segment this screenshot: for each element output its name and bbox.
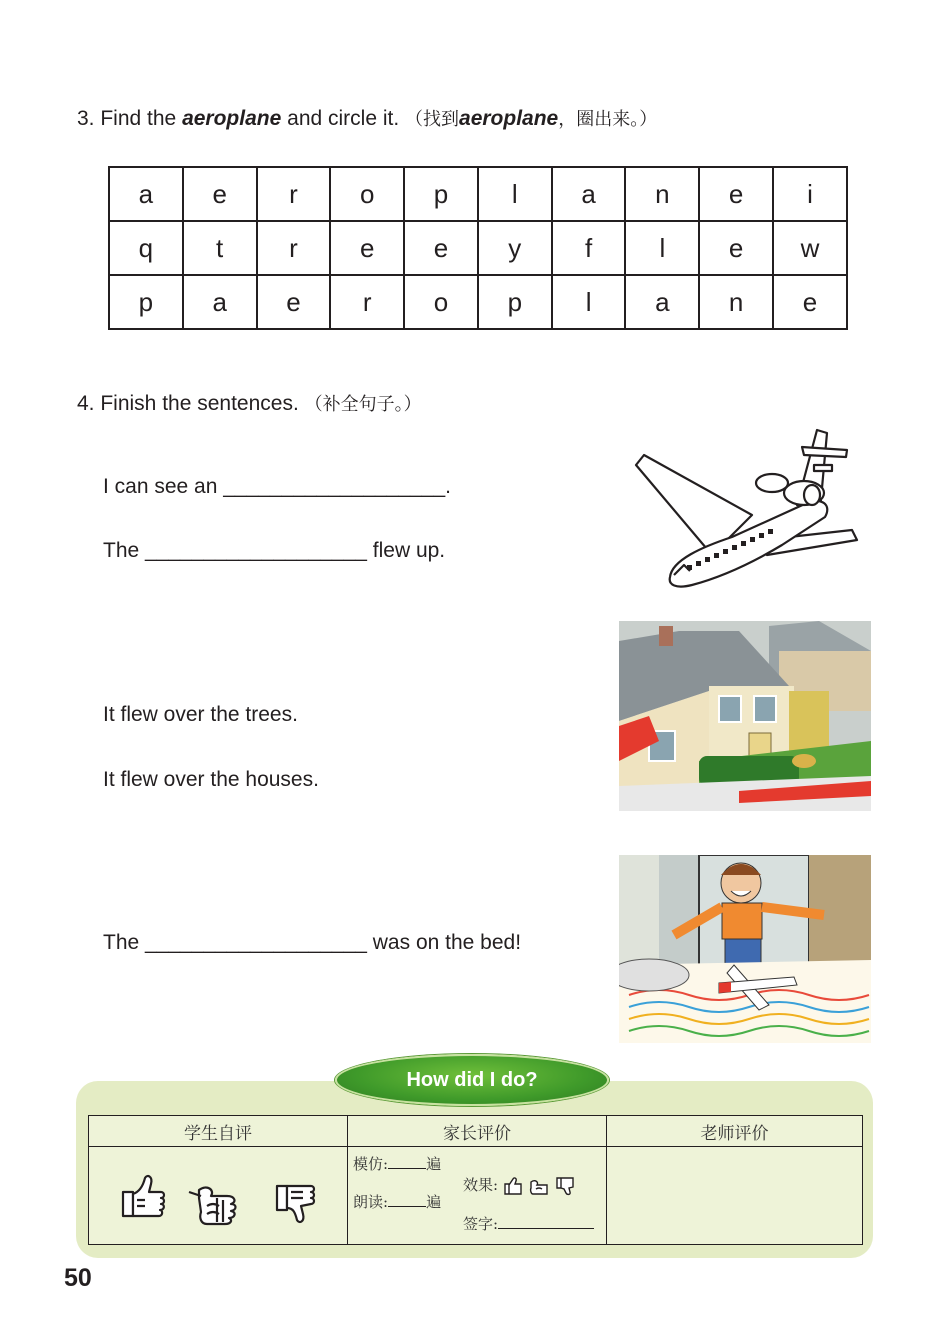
grid-cell[interactable]: p <box>404 167 478 221</box>
grid-cell[interactable]: w <box>773 221 847 275</box>
student-eval-cell <box>89 1147 348 1245</box>
small-thumbs-up-icon[interactable] <box>505 1178 521 1194</box>
grid-cell[interactable]: e <box>773 275 847 329</box>
grid-cell[interactable]: f <box>552 221 626 275</box>
grid-cell[interactable]: o <box>330 167 404 221</box>
grid-cell[interactable]: l <box>552 275 626 329</box>
question-3-title: 3. Find the aeroplane and circle it. （找到aeroplane，圈出来。） <box>77 107 658 130</box>
signature-blank[interactable] <box>498 1228 594 1229</box>
grid-cell[interactable]: n <box>625 167 699 221</box>
grid-cell[interactable]: n <box>699 275 773 329</box>
grid-cell[interactable]: p <box>109 275 183 329</box>
grid-cell[interactable]: e <box>330 221 404 275</box>
parent-eval-cell <box>348 1147 607 1245</box>
question-4-title: 4. Finish the sentences. （补全句子。） <box>77 392 422 415</box>
grid-cell[interactable]: a <box>552 167 626 221</box>
imitate-row: 模仿: 遍 <box>353 1155 442 1173</box>
grid-cell[interactable]: e <box>699 167 773 221</box>
imitate-count-blank[interactable] <box>388 1168 426 1169</box>
grid-cell[interactable]: r <box>257 167 331 221</box>
ok-hand-icon[interactable] <box>189 1187 236 1223</box>
small-ok-hand-icon[interactable] <box>530 1181 546 1194</box>
signature-row: 签字: <box>463 1213 594 1234</box>
grid-row <box>109 167 847 221</box>
grid-cell[interactable]: q <box>109 221 183 275</box>
thumbs-up-icon[interactable] <box>123 1176 164 1216</box>
sentence-1: I can see an ___________________. <box>103 475 451 498</box>
grid-cell[interactable]: r <box>257 221 331 275</box>
grid-cell[interactable]: p <box>478 275 552 329</box>
grid-row <box>109 221 847 275</box>
bedroom-illustration <box>619 855 871 1043</box>
sentence-4: It flew over the houses. <box>103 768 319 791</box>
grid-cell[interactable]: t <box>183 221 257 275</box>
read-row: 朗读: 遍 <box>353 1193 442 1211</box>
grid-cell[interactable]: a <box>183 275 257 329</box>
effect-row: 效果: <box>463 1174 579 1196</box>
thumbs-down-icon[interactable] <box>277 1186 314 1222</box>
grid-row <box>109 275 847 329</box>
how-did-i-do-banner: How did I do? <box>335 1054 609 1106</box>
grid-cell[interactable]: o <box>404 275 478 329</box>
parent-eval-header: 家长评价 <box>348 1116 607 1147</box>
sentence-3: It flew over the trees. <box>103 703 298 726</box>
sentence-5: The ___________________ was on the bed! <box>103 931 522 954</box>
teacher-eval-header: 老师评价 <box>607 1116 863 1147</box>
small-thumbs-down-icon[interactable] <box>557 1178 573 1194</box>
aeroplane-illustration <box>632 425 862 593</box>
read-count-blank[interactable] <box>388 1206 426 1207</box>
teacher-eval-cell[interactable] <box>607 1147 863 1245</box>
grid-cell[interactable]: e <box>699 221 773 275</box>
sentence-2: The ___________________ flew up. <box>103 539 446 562</box>
grid-cell[interactable]: i <box>773 167 847 221</box>
student-self-eval-header: 学生自评 <box>89 1116 348 1147</box>
houses-illustration <box>619 621 871 811</box>
page-number: 50 <box>64 1264 92 1292</box>
grid-cell[interactable]: l <box>625 221 699 275</box>
grid-cell[interactable]: a <box>109 167 183 221</box>
grid-cell[interactable]: a <box>625 275 699 329</box>
grid-cell[interactable]: e <box>257 275 331 329</box>
grid-cell[interactable]: l <box>478 167 552 221</box>
grid-cell[interactable]: e <box>183 167 257 221</box>
evaluation-table <box>88 1115 863 1245</box>
word-search-grid <box>108 166 848 330</box>
grid-cell[interactable]: e <box>404 221 478 275</box>
grid-cell[interactable]: r <box>330 275 404 329</box>
grid-cell[interactable]: y <box>478 221 552 275</box>
